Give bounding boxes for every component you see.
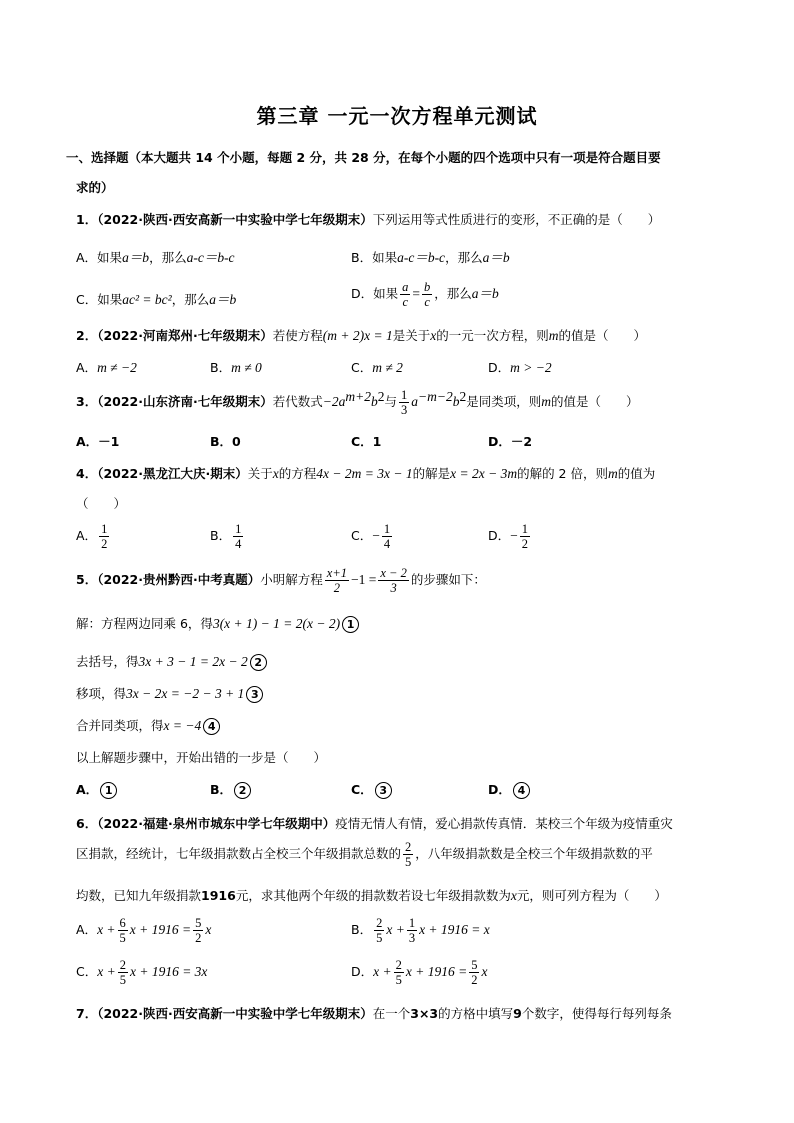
q1-option-a[interactable] bbox=[76, 246, 235, 266]
question-source: （2022·山东济南·七年级期末） bbox=[97, 394, 273, 409]
q4-option-d[interactable]: D．− $\frac{1}{2}$ bbox=[488, 522, 529, 551]
circled-number: 4 bbox=[203, 718, 220, 735]
math-expr: a＝b bbox=[122, 250, 150, 265]
option-label: D．如果 bbox=[351, 286, 399, 301]
question-source: （2022·福建·泉州市城东中学七年级期中） bbox=[97, 816, 336, 831]
q6-option-a[interactable]: A．x + $\frac{6}{5}$ x + 1916 = $\frac{5}{2}$ x bbox=[76, 916, 212, 945]
q3-option-b[interactable]: B．0 bbox=[210, 434, 241, 449]
question-number: 1． bbox=[76, 212, 98, 227]
math-expr: = bbox=[412, 286, 421, 301]
q5-option-a[interactable]: A． 1 bbox=[76, 780, 117, 799]
question-number: 4． bbox=[76, 466, 98, 481]
option-label: B．如果 bbox=[351, 250, 398, 265]
question-4-stem: 4．（2022·黑龙江大庆·期末）关于x的方程4x − 2m = 3x − 1的解是x = 2x − 3m的解的 2 倍，则m的值为 bbox=[76, 466, 656, 481]
q6-option-c[interactable]: C．x + $\frac{2}{5}$ x + 1916 = 3x bbox=[76, 958, 208, 987]
q4-option-a[interactable]: A． $\frac{1}{2}$ bbox=[76, 522, 108, 551]
solution-step-4: 合并同类项，得x = −4 4 bbox=[76, 716, 220, 735]
solution-step-2: 去括号，得3x + 3 − 1 = 2x − 2 2 bbox=[76, 652, 267, 671]
question-6-stem-line2: 区捐款，经统计，七年级捐款数占全校三个年级捐款总数的 $\frac{2}{5}$ ，八年级捐款数是全校三个年级捐款数的平 bbox=[76, 840, 653, 869]
question-source: （2022·陕西·西安高新一中实验中学七年级期末） bbox=[97, 1006, 373, 1021]
math-expr: a＝b bbox=[471, 286, 499, 301]
option-text: ，那么 bbox=[149, 250, 187, 265]
q2-option-c[interactable]: C．m ≠ 2 bbox=[351, 360, 403, 375]
question-number: 3． bbox=[76, 394, 98, 409]
question-source: （2022·贵州黔西·中考真题） bbox=[97, 572, 261, 587]
question-3-stem: 3．（2022·山东济南·七年级期末）若代数式$-2a^{m+2}b^2$与 $\frac{1}{3}$ $a^{-m-2}b^2$是同类项，则m的值是（ ） bbox=[76, 388, 639, 417]
q5-option-c[interactable]: C． 3 bbox=[351, 780, 392, 799]
circled-number: 1 bbox=[342, 616, 359, 633]
q1-option-c[interactable] bbox=[76, 288, 236, 308]
question-5-stem: 5．（2022·贵州黔西·中考真题）小明解方程 $\frac{x+1}{2}$ −1 = $\frac{x - 2}{3}$ 的步骤如下： bbox=[76, 566, 486, 595]
question-2-stem: 2．（2022·河南郑州·七年级期末）若使方程(m + 2)x = 1是关于x的一元一次方程，则m的值是（ ） bbox=[76, 328, 647, 343]
question-number: 6． bbox=[76, 816, 98, 831]
q2-option-a[interactable]: A．m ≠ −2 bbox=[76, 360, 137, 375]
question-text: 下列运用等式性质进行的变形，不正确的是（ ） bbox=[372, 212, 661, 227]
question-source: （2022·陕西·西安高新一中实验中学七年级期末） bbox=[97, 212, 373, 227]
q2-option-b[interactable]: B．m ≠ 0 bbox=[210, 360, 262, 375]
question-number: 2． bbox=[76, 328, 98, 343]
q5-option-d[interactable]: D． 4 bbox=[488, 780, 530, 799]
q1-option-d[interactable] bbox=[351, 280, 499, 309]
q6-option-b[interactable]: B． $\frac{2}{5}$ x + $\frac{1}{3}$ x + 1916 = x bbox=[351, 916, 490, 945]
question-6-stem-line3: 均数，已知九年级捐款1916元，求其他两个年级的捐款数若设七年级捐款数为x元，则可列方程为（ ） bbox=[76, 888, 667, 903]
section-header-line2: 求的） bbox=[76, 180, 114, 195]
question-source: （2022·黑龙江大庆·期末） bbox=[97, 466, 248, 481]
math-expr: a＝b bbox=[209, 292, 237, 307]
page-title: 第三章 一元一次方程单元测试 bbox=[256, 104, 538, 128]
question-number: 7． bbox=[76, 1006, 98, 1021]
q1-option-b[interactable] bbox=[351, 246, 510, 266]
question-1-stem bbox=[76, 210, 660, 228]
math-expr: (m + 2)x = 1 bbox=[322, 328, 393, 343]
question-number: 5． bbox=[76, 572, 98, 587]
circled-number: 2 bbox=[250, 654, 267, 671]
section-header-line1: 一、选择题（本大题共 14 个小题，每题 2 分，共 28 分，在每个小题的四个选项中只有一项是符合题目要 bbox=[66, 150, 661, 165]
question-4-paren: （ ） bbox=[76, 496, 127, 511]
option-text: ，那么 bbox=[171, 292, 210, 307]
fraction: $\frac{a}{c}$ bbox=[402, 280, 409, 309]
question-5-ask: 以上解题步骤中，开始出错的一步是（ ） bbox=[76, 750, 327, 765]
math-expr: ac² = bc² bbox=[122, 292, 172, 307]
question-source: （2022·河南郑州·七年级期末） bbox=[97, 328, 273, 343]
math-expr: a-c＝b-c bbox=[397, 250, 446, 265]
solution-step-1: 解：方程两边同乘 6，得3(x + 1) − 1 = 2(x − 2) 1 bbox=[76, 614, 359, 633]
option-label: C．如果 bbox=[76, 292, 123, 307]
question-7-stem: 7．（2022·陕西·西安高新一中实验中学七年级期末）在一个3×3的方格中填写9个数字，使得每行每列每条 bbox=[76, 1006, 672, 1021]
fraction: $\frac{b}{c}$ bbox=[424, 280, 431, 309]
circled-number: 3 bbox=[246, 686, 263, 703]
q4-option-b[interactable]: B． $\frac{1}{4}$ bbox=[210, 522, 242, 551]
math-expr: a-c＝b-c bbox=[186, 250, 235, 265]
fraction: $\frac{1}{3}$ bbox=[401, 388, 408, 417]
solution-step-3: 移项，得3x − 2x = −2 − 3 + 1 3 bbox=[76, 684, 263, 703]
question-6-stem-line1: 6．（2022·福建·泉州市城东中学七年级期中）疫情无情人有情，爱心捐款传真情．某校三个年级为疫情重灾 bbox=[76, 816, 673, 831]
q6-option-d[interactable]: D．x + $\frac{2}{5}$ x + 1916 = $\frac{5}{2}$ x bbox=[351, 958, 488, 987]
q4-option-c[interactable]: C．− $\frac{1}{4}$ bbox=[351, 522, 391, 551]
option-text: ，那么 bbox=[445, 250, 483, 265]
q5-option-b[interactable]: B． 2 bbox=[210, 780, 251, 799]
q3-option-a[interactable]: A．－1 bbox=[76, 434, 120, 449]
option-text: ，那么 bbox=[434, 286, 472, 301]
option-label: A．如果 bbox=[76, 250, 123, 265]
math-expr: a＝b bbox=[482, 250, 510, 265]
q3-option-d[interactable]: D．－2 bbox=[488, 434, 533, 449]
q3-option-c[interactable]: C．1 bbox=[351, 434, 382, 449]
q2-option-d[interactable]: D．m > −2 bbox=[488, 360, 552, 375]
